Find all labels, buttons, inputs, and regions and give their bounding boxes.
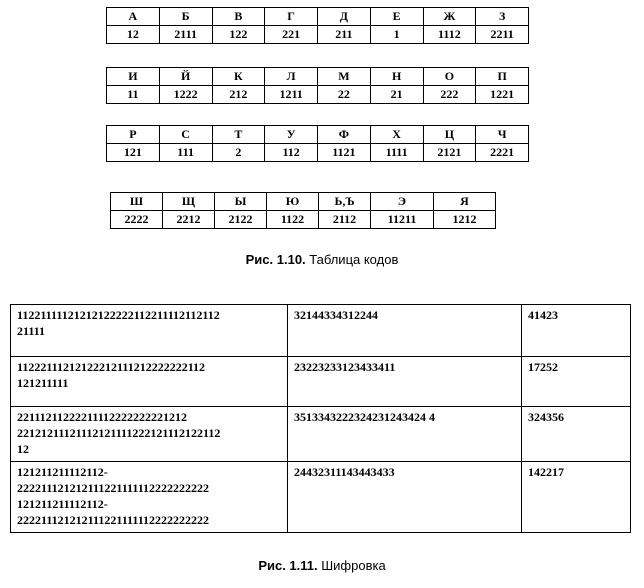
code-table-2 <box>106 67 529 104</box>
cipher-row <box>11 305 631 357</box>
letter-cell: Ш <box>111 193 163 211</box>
letter-cell: О <box>423 68 476 86</box>
figure-caption-codes <box>0 252 644 267</box>
letter-cell: Й <box>159 68 212 86</box>
code-cell: 12 <box>107 26 160 44</box>
letter-cell: Г <box>265 8 318 26</box>
letter-cell: В <box>212 8 265 26</box>
binary-code-cell <box>11 305 288 357</box>
code-line: 24432311143443433 <box>294 465 395 479</box>
digit-code-cell <box>288 357 522 407</box>
code-cell: 11211 <box>371 211 434 229</box>
letter-cell: Э <box>371 193 434 211</box>
cipher-table <box>10 304 631 533</box>
binary-code-cell <box>11 407 288 462</box>
code-cell: 2211 <box>476 26 529 44</box>
code-cell: 11 <box>107 86 160 104</box>
letter-cell: Д <box>318 8 371 26</box>
code-line: 12 <box>17 442 29 456</box>
letter-cell: Ж <box>423 8 476 26</box>
letter-cell: Ф <box>318 126 371 144</box>
code-line: 11222111212122212111212222222112 <box>17 360 206 374</box>
letter-cell: Х <box>370 126 423 144</box>
letter-cell: Р <box>107 126 160 144</box>
code-cell: 2112 <box>319 211 371 229</box>
digit-code-cell <box>288 407 522 462</box>
code-table-letters-row <box>107 8 529 26</box>
code-line: 22111211222211112222222221212 <box>17 410 188 424</box>
binary-code-cell <box>11 462 288 533</box>
code-cell: 221 <box>265 26 318 44</box>
letter-cell: У <box>265 126 318 144</box>
letter-cell: С <box>159 126 212 144</box>
short-code-cell <box>522 462 631 533</box>
code-cell: 2122 <box>215 211 267 229</box>
letter-cell: Ц <box>423 126 476 144</box>
letter-cell: Т <box>212 126 265 144</box>
code-line: 11221111121212122222112211112112112 <box>17 308 220 322</box>
code-line: 22121211121112121111222121112122112 <box>17 426 221 440</box>
code-line: 21111 <box>17 324 46 338</box>
cipher-row <box>11 407 631 462</box>
letter-cell: Ы <box>215 193 267 211</box>
code-line: 17252 <box>528 360 558 374</box>
short-code-cell <box>522 407 631 462</box>
letter-cell: Л <box>265 68 318 86</box>
code-cell: 122 <box>212 26 265 44</box>
cipher-row <box>11 357 631 407</box>
code-line: 121211211112112- <box>17 465 108 479</box>
short-code-cell <box>522 305 631 357</box>
code-line: 121211111 <box>17 376 69 390</box>
code-table-letters-row <box>107 126 529 144</box>
code-line: 324356 <box>528 410 564 424</box>
letter-cell: А <box>107 8 160 26</box>
digit-code-cell <box>288 305 522 357</box>
code-cell: 112 <box>265 144 318 162</box>
code-cell: 2222 <box>111 211 163 229</box>
code-line: 121211211112112- <box>17 497 108 511</box>
letter-cell: Я <box>434 193 496 211</box>
code-cell: 2 <box>212 144 265 162</box>
letter-cell: Ч <box>476 126 529 144</box>
code-cell: 1121 <box>318 144 371 162</box>
short-code-cell <box>522 357 631 407</box>
code-cell: 1211 <box>265 86 318 104</box>
figure-title: Таблица кодов <box>305 252 399 267</box>
code-line: 222211121212111221111112222222222 <box>17 513 210 527</box>
code-line: 23223233123433411 <box>294 360 396 374</box>
letter-cell: М <box>318 68 371 86</box>
letter-cell: Б <box>159 8 212 26</box>
code-cell: 2212 <box>163 211 215 229</box>
code-table-codes-row <box>107 26 529 44</box>
letter-cell: Н <box>370 68 423 86</box>
code-table-codes-row <box>107 144 529 162</box>
digit-code-cell <box>288 462 522 533</box>
code-cell: 1111 <box>370 144 423 162</box>
code-table-codes-row <box>107 86 529 104</box>
code-cell: 1221 <box>476 86 529 104</box>
code-cell: 2121 <box>423 144 476 162</box>
letter-cell: Ю <box>267 193 319 211</box>
figure-label: Рис. 1.11. <box>258 558 318 573</box>
code-line: 142217 <box>528 465 564 479</box>
code-table-4 <box>110 192 496 229</box>
letter-cell: Щ <box>163 193 215 211</box>
code-table-codes-row <box>111 211 496 229</box>
letter-cell: З <box>476 8 529 26</box>
code-cell: 1 <box>370 26 423 44</box>
binary-code-cell <box>11 357 288 407</box>
code-cell: 22 <box>318 86 371 104</box>
code-cell: 1122 <box>267 211 319 229</box>
code-cell: 1222 <box>159 86 212 104</box>
figure-label: Рис. 1.10. <box>245 252 306 267</box>
code-table-letters-row <box>107 68 529 86</box>
code-cell: 2111 <box>159 26 212 44</box>
code-cell: 121 <box>107 144 160 162</box>
code-cell: 21 <box>370 86 423 104</box>
code-table-3 <box>106 125 529 162</box>
letter-cell: К <box>212 68 265 86</box>
code-cell: 1212 <box>434 211 496 229</box>
cipher-row <box>11 462 631 533</box>
code-table-1 <box>106 7 529 44</box>
figure-title: Шифровка <box>317 558 386 573</box>
code-cell: 111 <box>159 144 212 162</box>
code-line: 32144334312244 <box>294 308 378 322</box>
code-cell: 211 <box>318 26 371 44</box>
code-table-letters-row <box>111 193 496 211</box>
letter-cell: Ь,Ъ <box>319 193 371 211</box>
code-cell: 212 <box>212 86 265 104</box>
code-cell: 2221 <box>476 144 529 162</box>
code-line: 222211121212111221111112222222222 <box>17 481 210 495</box>
figure-caption-cipher <box>0 558 644 573</box>
letter-cell: П <box>476 68 529 86</box>
letter-cell: И <box>107 68 160 86</box>
code-line: 3513343222324231243424 4 <box>294 410 435 424</box>
letter-cell: Е <box>370 8 423 26</box>
code-line: 41423 <box>528 308 558 322</box>
code-cell: 222 <box>423 86 476 104</box>
code-cell: 1112 <box>423 26 476 44</box>
